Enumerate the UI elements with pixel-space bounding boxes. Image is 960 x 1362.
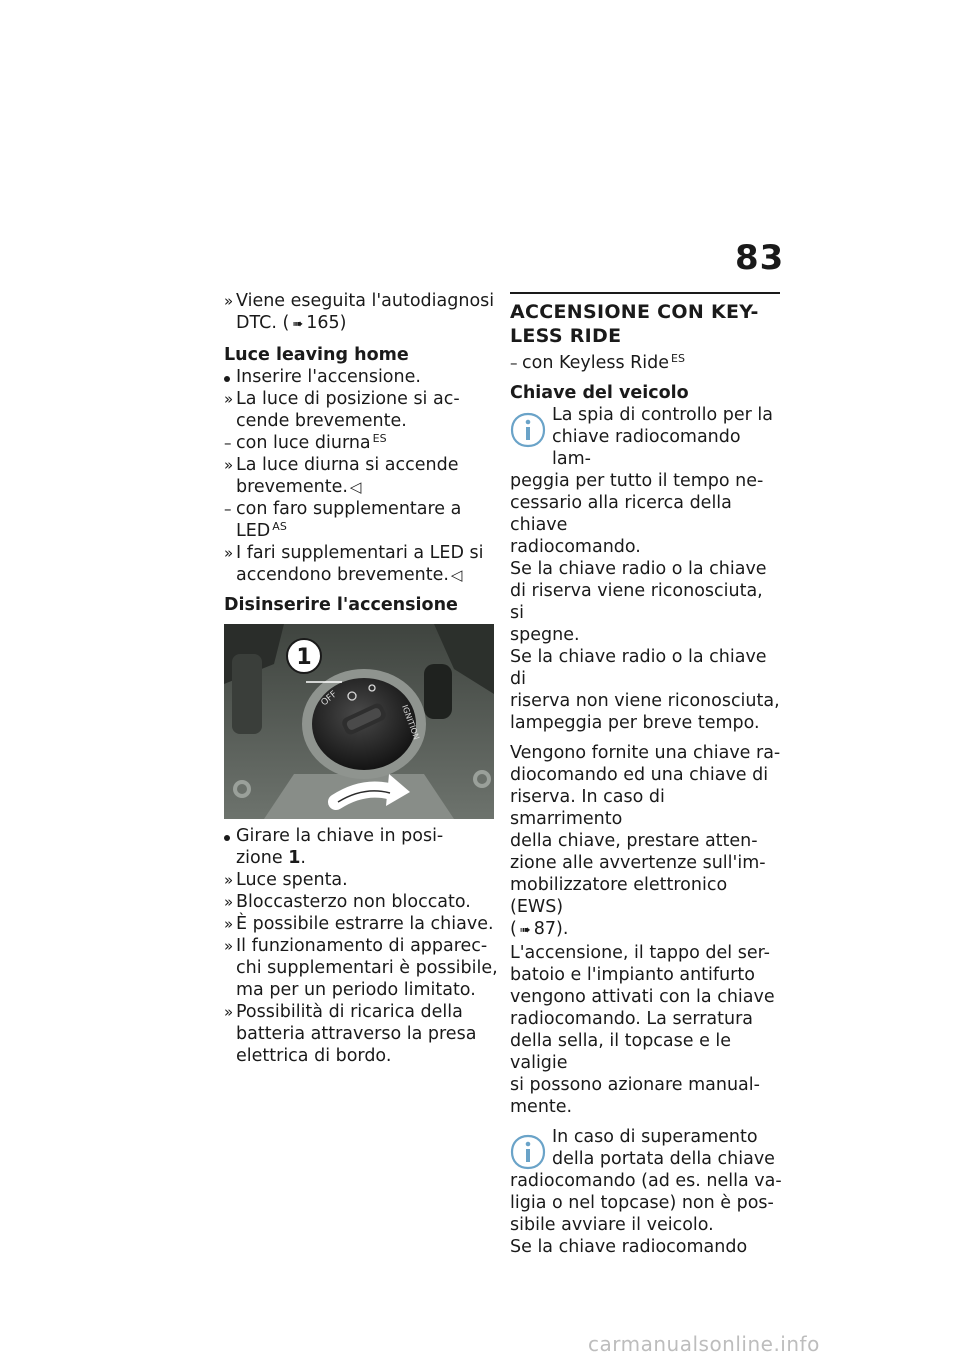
result-line: » Possibilità di ricarica della <box>224 1002 463 1022</box>
info-icon <box>510 412 546 450</box>
result-line: » I fari supplementari a LED si <box>224 543 484 563</box>
info-note: In caso di superamento della portata della chiave radiocomando (ad es. nella va- ligia o nel topcase) non è pos- sibile avviare il veicolo. Se la chiave radiocomando <box>510 1127 782 1257</box>
bullet-icon <box>224 825 236 847</box>
equipment-code: AS <box>272 520 287 533</box>
result-line: » È possibile estrarre la chiave. <box>224 914 494 934</box>
equipment-code: ES <box>372 432 387 445</box>
result-line: » Il funzionamento di apparec- <box>224 936 488 956</box>
end-mark-icon: ◁ <box>349 478 362 496</box>
chiave-heading: Chiave del veicolo <box>510 383 689 403</box>
page-number: 83 <box>735 238 785 278</box>
result-marker: » <box>224 292 234 310</box>
result-line: » La luce diurna si accende <box>224 455 459 475</box>
lock-label-off: OFF <box>319 689 340 709</box>
result-line: » Viene eseguita l'autodiagnosi <box>224 291 495 311</box>
lock-label-ignition: IGNITION <box>400 703 422 741</box>
position-ref: 1 <box>288 848 301 868</box>
body-paragraph: Vengono fornite una chiave ra- diocomando ed una chiave di riserva. In caso di smarrimento della chiave, prestare atten- zione alle avvertenze sull'im- mobilizzatore elettronico (EWS) ( ➠ 87). L'accensione, il tappo del ser- batoio e l'impianto antifurto vengono attivati con la chiave radiocomando. La serratura della sella, il topcase e le valigie si possono azionare manual- mente. <box>510 743 781 1117</box>
watermark-text: carmanualsonline.info <box>588 1332 820 1356</box>
page-ref-link[interactable]: 87). <box>533 919 569 939</box>
info-icon <box>510 1134 546 1172</box>
right-column <box>510 292 782 1258</box>
page-ref-arrow-icon: ➠ <box>519 923 531 938</box>
step-item: Girare la chiave in posi- <box>224 825 496 847</box>
left-column: » Viene eseguita l'autodiagnosi DTC. ( ➠ 165) Luce leaving home Inserire l'accensione. » La luce di posizione si ac- cende brevemente. – con luce diurna $^{ES}$ » La luce diurna si accende brevemente. ◁ – con faro supplementare a LED $^{AS}$ » I fari supplementari a LED si accendono brevemente. ◁ Disinserire l'accensione OFF IGNITION 1 Girare la chiave in posi- zione 1. » Luce spenta. » Bloccasterzo non bloccato. » È possibile estrarre la chiave. » Il funzionamento di apparec- chi supplementari è possibile, ma per un periodo limitato. » Possibilità di ricarica della batteria attraverso la presa elettrica di bordo. <box>224 291 498 1066</box>
result-line-cont: DTC. ( ➠ 165) <box>224 312 496 336</box>
callout-number: 1 <box>296 645 312 670</box>
result-line: » Bloccasterzo non bloccato. <box>224 892 471 912</box>
disinserire-heading: Disinserire l'accensione <box>224 595 458 615</box>
condition-line: – con Keyless Ride $^{ES}$ <box>510 352 782 374</box>
section-title: ACCENSIONE CON KEY- LESS RIDE <box>510 301 759 347</box>
section-rule <box>510 292 780 294</box>
ignition-lock-photo <box>224 624 494 819</box>
condition-line: – con luce diurna $^{ES}$ <box>224 432 496 454</box>
luce-leaving-home-heading: Luce leaving home <box>224 345 409 365</box>
ignition-lock-illustration <box>224 624 494 819</box>
result-line: » La luce di posizione si ac- <box>224 389 460 409</box>
result-line: » Luce spenta. <box>224 870 348 890</box>
info-note: La spia di controllo per la chiave radiocomando lam- peggia per tutto il tempo ne- cessario alla ricerca della chiave radiocomando. Se la chiave radio o la chiave di riserva viene riconosciuta, si spegne. Se la chiave radio o la chiave di riserva non viene riconosciuta, lampeggia per breve tempo. <box>510 405 780 733</box>
condition-line: – con faro supplementare a <box>224 499 462 519</box>
page-ref-link[interactable]: 165) <box>306 313 347 333</box>
page-ref-arrow-icon: ➠ <box>292 317 304 332</box>
step-item: Inserire l'accensione. <box>224 366 496 388</box>
bullet-icon <box>224 366 236 388</box>
end-mark-icon: ◁ <box>450 566 463 584</box>
equipment-code: ES <box>671 352 685 365</box>
